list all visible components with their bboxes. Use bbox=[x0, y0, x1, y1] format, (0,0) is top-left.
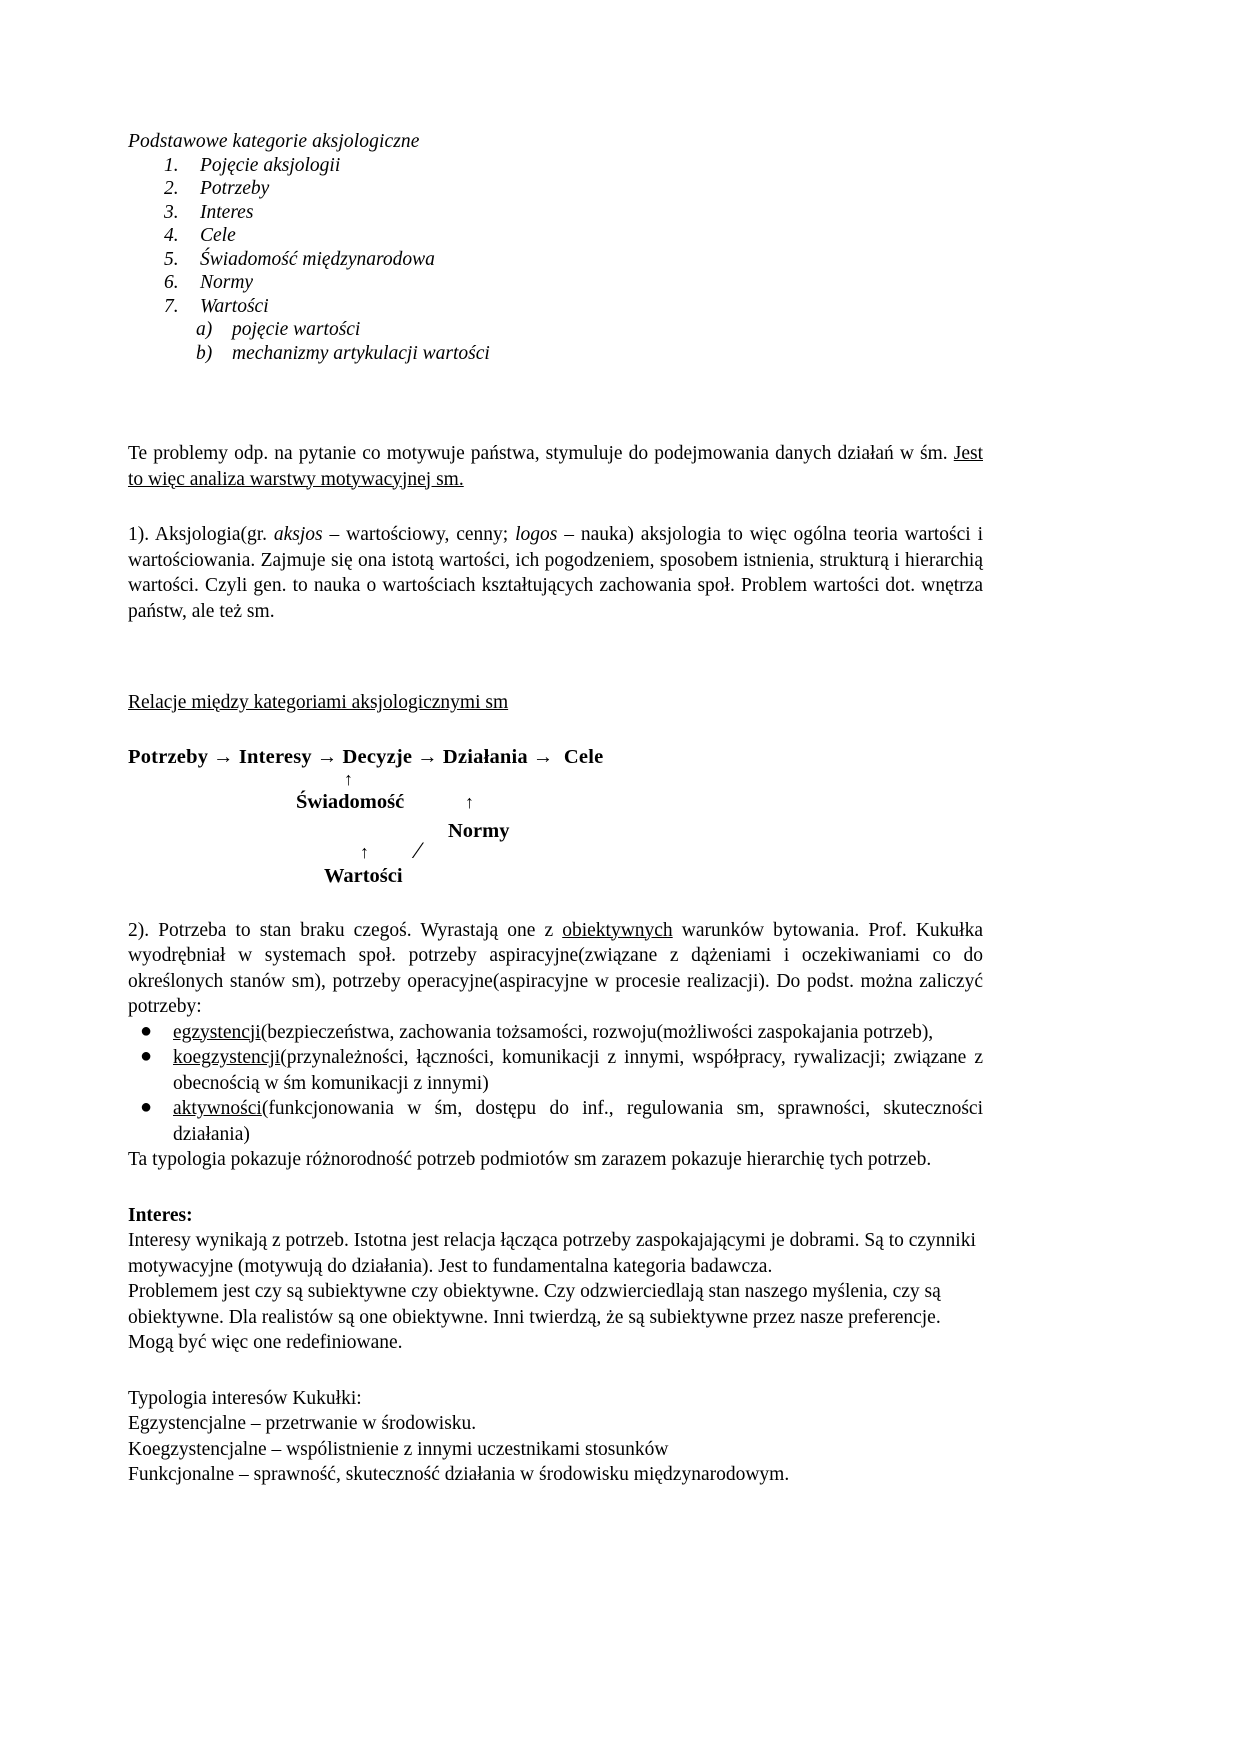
list-item bbox=[128, 318, 983, 342]
section-1-lead: 1). Aksjologia(gr. bbox=[128, 524, 274, 545]
section-2-rest: warunków bytowania. Prof. Kukułka wyodrębniał w systemach społ. potrzeby aspiracyjne(związane z dążeniami i oczekiwaniami co do określonych stanów sm), potrzeby operacyjne(aspiracyjne w procesie realizacji). Do podst. można zaliczyć potrzeby: bbox=[128, 919, 983, 1017]
list-marker: 5. bbox=[164, 248, 179, 270]
diagram-node-dzialania: Działania bbox=[442, 745, 528, 768]
diagram-node-potrzeby: Potrzeby bbox=[128, 745, 209, 768]
list-item bbox=[128, 201, 983, 225]
outline-list bbox=[128, 154, 983, 319]
list-marker: a) bbox=[196, 319, 213, 340]
right-arrow-icon: → bbox=[417, 745, 438, 768]
section-1-italic-aksjos: aksjos bbox=[273, 524, 323, 545]
diagram-node-cele: Cele bbox=[563, 745, 604, 768]
up-arrow-icon-wartosci: ↑ bbox=[360, 841, 369, 862]
diagram-node-interesy: Interesy bbox=[238, 745, 312, 768]
section-1-italic-logos: logos bbox=[515, 524, 558, 545]
right-arrow-icon: → bbox=[316, 745, 338, 768]
diagonal-arrow-icon: ⁄ bbox=[416, 837, 420, 863]
list-item bbox=[128, 1096, 983, 1147]
typologia-line-1: Egzystencjalne – przetrwanie w środowisku. bbox=[128, 1413, 477, 1434]
list-item bbox=[128, 224, 983, 248]
typologia-line-2: Koegzystencjalne – wspólistnienie z innymi uczestnikami stosunków bbox=[128, 1438, 669, 1460]
bullet-text: (przynależności, łączności, komunikacji z innymi, współpracy, rywalizacji; związane z obecnością w śm komunikacji z innymi) bbox=[173, 1047, 983, 1094]
diagram-main-chain bbox=[128, 746, 603, 769]
diagram-node-normy: Normy bbox=[448, 819, 510, 842]
list-marker: 1. bbox=[164, 154, 179, 176]
bullet-icon: ● bbox=[140, 1019, 153, 1042]
document-content bbox=[128, 130, 983, 1488]
right-arrow-icon: → bbox=[213, 745, 234, 768]
list-item bbox=[128, 248, 983, 272]
list-label: Potrzeby bbox=[200, 178, 270, 199]
diagram-node-swiadomosc: Świadomość bbox=[296, 790, 405, 813]
section-2-lead: 2). Potrzeba to stan braku czegoś. Wyrastają one z bbox=[128, 919, 563, 941]
list-label: Normy bbox=[200, 272, 254, 293]
needs-bullet-list bbox=[128, 1020, 983, 1148]
up-arrow-icon-normy: ↑ bbox=[465, 791, 474, 812]
interes-paragraph-1: Interesy wynikają z potrzeb. Istotna jest relacja łącząca potrzeby zaspokajającymi je dobrami. Są to czynniki motywacyjne (motywują do działania). Jest to fundamentalna kategoria badawcza. bbox=[128, 1230, 976, 1277]
relations-heading: Relacje między kategoriami aksjologicznymi sm bbox=[128, 692, 509, 713]
list-item bbox=[128, 1045, 983, 1096]
bullet-term: koegzystencji bbox=[173, 1047, 281, 1068]
relations-flow-diagram bbox=[128, 746, 983, 896]
right-arrow-icon: → bbox=[532, 745, 554, 768]
outline-title: Podstawowe kategorie aksjologiczne bbox=[128, 131, 420, 152]
bullet-term: egzystencji bbox=[173, 1021, 261, 1043]
section-1-paragraph bbox=[128, 522, 983, 624]
list-label: mechanizmy artykulacji wartości bbox=[232, 342, 490, 364]
section-2-paragraph bbox=[128, 918, 983, 1020]
list-item bbox=[128, 271, 983, 295]
typologia-heading: Typologia interesów Kukułki: bbox=[128, 1387, 362, 1409]
list-item bbox=[128, 342, 983, 366]
intro-underlined: Jest to więc analiza warstwy motywacyjnej sm. bbox=[128, 443, 983, 490]
outline-sublist bbox=[128, 318, 983, 365]
bullet-icon: ● bbox=[140, 1096, 153, 1118]
list-label: Świadomość międzynarodowa bbox=[200, 248, 435, 270]
section-2-underlined: obiektywnych bbox=[562, 919, 673, 941]
list-marker: 7. bbox=[164, 295, 179, 317]
section-1-mid: – wartościowy, cenny; bbox=[322, 524, 516, 545]
list-marker: 3. bbox=[164, 201, 179, 223]
list-label: Pojęcie aksjologii bbox=[200, 154, 341, 176]
list-label: Cele bbox=[200, 225, 236, 246]
interes-paragraph-2: Problemem jest czy są subiektywne czy obiektywne. Czy odzwierciedlają stan naszego myślenia, czy są obiektywne. Dla realistów są one obiektywne. Inni twierdzą, że są subiektywne przez nasze preferencje. Mogą być więc one redefiniowane. bbox=[128, 1281, 941, 1353]
up-arrow-icon-swiadomosc: ↑ bbox=[344, 768, 353, 789]
list-item bbox=[128, 1020, 983, 1046]
bullet-icon: ● bbox=[140, 1045, 153, 1067]
diagram-node-decyzje: Decyzje bbox=[342, 745, 413, 768]
bullet-term: aktywności bbox=[173, 1098, 262, 1119]
list-item bbox=[128, 295, 983, 319]
list-marker: b) bbox=[196, 342, 213, 364]
section-1-rest: – nauka) aksjologia to więc ogólna teoria wartości i wartościowania. Zajmuje się ona istotą wartości, ich pogodzeniem, sposobem istnienia, strukturą i hierarchią wartości. Czyli gen. to nauka o wartościach kształtujących zachowania społ. Problem wartości dot. wnętrza państw, ale też sm. bbox=[128, 524, 983, 622]
interes-heading: Interes: bbox=[128, 1204, 193, 1226]
section-2-closing: Ta typologia pokazuje różnorodność potrzeb podmiotów sm zarazem pokazuje hierarchię tych potrzeb. bbox=[128, 1149, 932, 1170]
list-label: Interes bbox=[200, 201, 254, 223]
diagram-node-wartosci: Wartości bbox=[324, 864, 403, 887]
bullet-text: (bezpieczeństwa, zachowania tożsamości, rozwoju(możliwości zaspokajania potrzeb), bbox=[260, 1021, 934, 1043]
list-item bbox=[128, 177, 983, 201]
list-marker: 2. bbox=[164, 178, 179, 199]
list-label: pojęcie wartości bbox=[232, 319, 361, 340]
typologia-line-3: Funkcjonalne – sprawność, skuteczność działania w środowisku międzynarodowym. bbox=[128, 1464, 790, 1485]
bullet-text: (funkcjonowania w śm, dostępu do inf., regulowania sm, sprawności, skuteczności działania) bbox=[173, 1098, 983, 1145]
list-item bbox=[128, 154, 983, 178]
list-marker: 4. bbox=[164, 225, 179, 246]
intro-text: Te problemy odp. na pytanie co motywuje państwa, stymuluje do podejmowania danych działań w śm. bbox=[128, 443, 954, 464]
list-label: Wartości bbox=[200, 295, 269, 317]
intro-paragraph bbox=[128, 441, 983, 492]
list-marker: 6. bbox=[164, 272, 179, 293]
